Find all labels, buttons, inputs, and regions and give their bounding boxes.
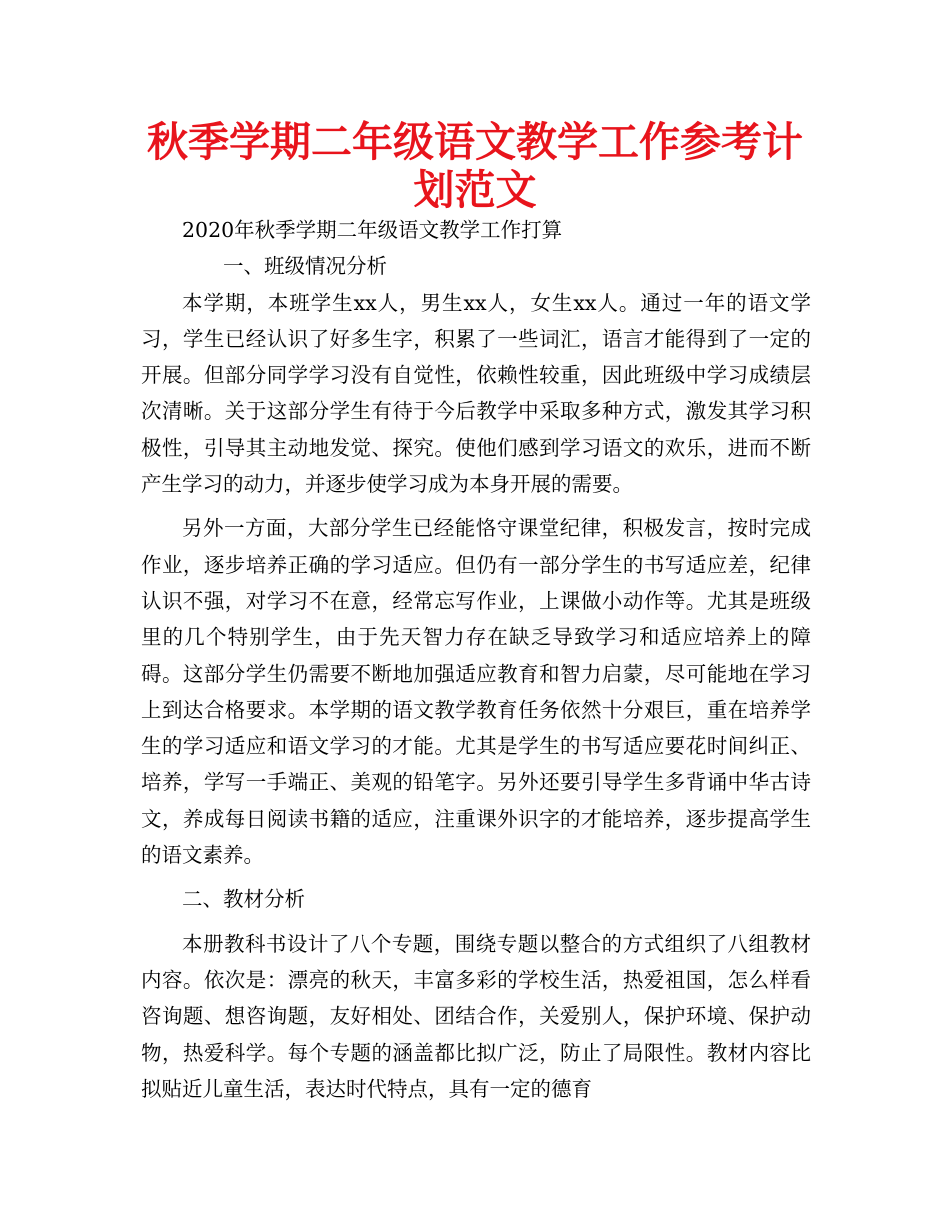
section-heading-class-analysis: 一、班级情况分析 [223, 254, 387, 279]
document-title: 秋季学期二年级语文教学工作参考计划范文 [147, 118, 803, 214]
paragraph-class-habits: 另外一方面，大部分学生已经能恪守课堂纪律，积极发言，按时完成作业，逐步培养正确的学习适应。但仍有一部分学生的书写适应差，纪律认识不强，对学习不在意，经常忘写作业，上课做小动作等。尤其是班级里的几个特别学生，由于先天智力存在缺乏导致学习和适应培养上的障碍。这部分学生仍需要不断地加强适应教育和智力启蒙，尽可能地在学习上到达合格要求。本学期的语文教学教育任务依然十分艰巨，重在培养学生的学习适应和语文学习的才能。尤其是学生的书写适应要花时间纠正、培养，学写一手端正、美观的铅笔字。另外还要引导学生多背诵中华古诗文，养成每日阅读书籍的适应，注重课外识字的才能培养，逐步提高学生的语文素养。 [141, 516, 811, 868]
document-subtitle: 2020年秋季学期二年级语文教学工作打算 [182, 218, 563, 242]
section-heading-textbook-analysis: 二、教材分析 [182, 887, 305, 912]
document-body [141, 212, 811, 1107]
paragraph-textbook-analysis: 本册教科书设计了八个专题，围绕专题以整合的方式组织了八组教材内容。依次是：漂亮的秋天，丰富多彩的学校生活，热爱祖国，怎么样看咨询题、想咨询题，友好相处、团结合作，关爱别人，保护环境、保护动物，热爱科学。每个专题的涵盖都比拟广泛，防止了局限性。教材内容比拟贴近儿童生活，表达时代特点，具有一定的德育 [141, 931, 811, 1101]
paragraph-class-analysis: 本学期，本班学生xx人，男生xx人，女生xx人。通过一年的语文学习，学生已经认识了好多生字，积累了一些词汇，语言才能得到了一定的开展。但部分同学学习没有自觉性，依赖性较重，因此班级中学习成绩层次清晰。关于这部分学生有待于今后教学中采取多种方式，激发其学习积极性，引导其主动地发觉、探究。使他们感到学习语文的欢乐，进而不断产生学习的动力，并逐步使学习成为本身开展的需要。 [141, 290, 811, 497]
